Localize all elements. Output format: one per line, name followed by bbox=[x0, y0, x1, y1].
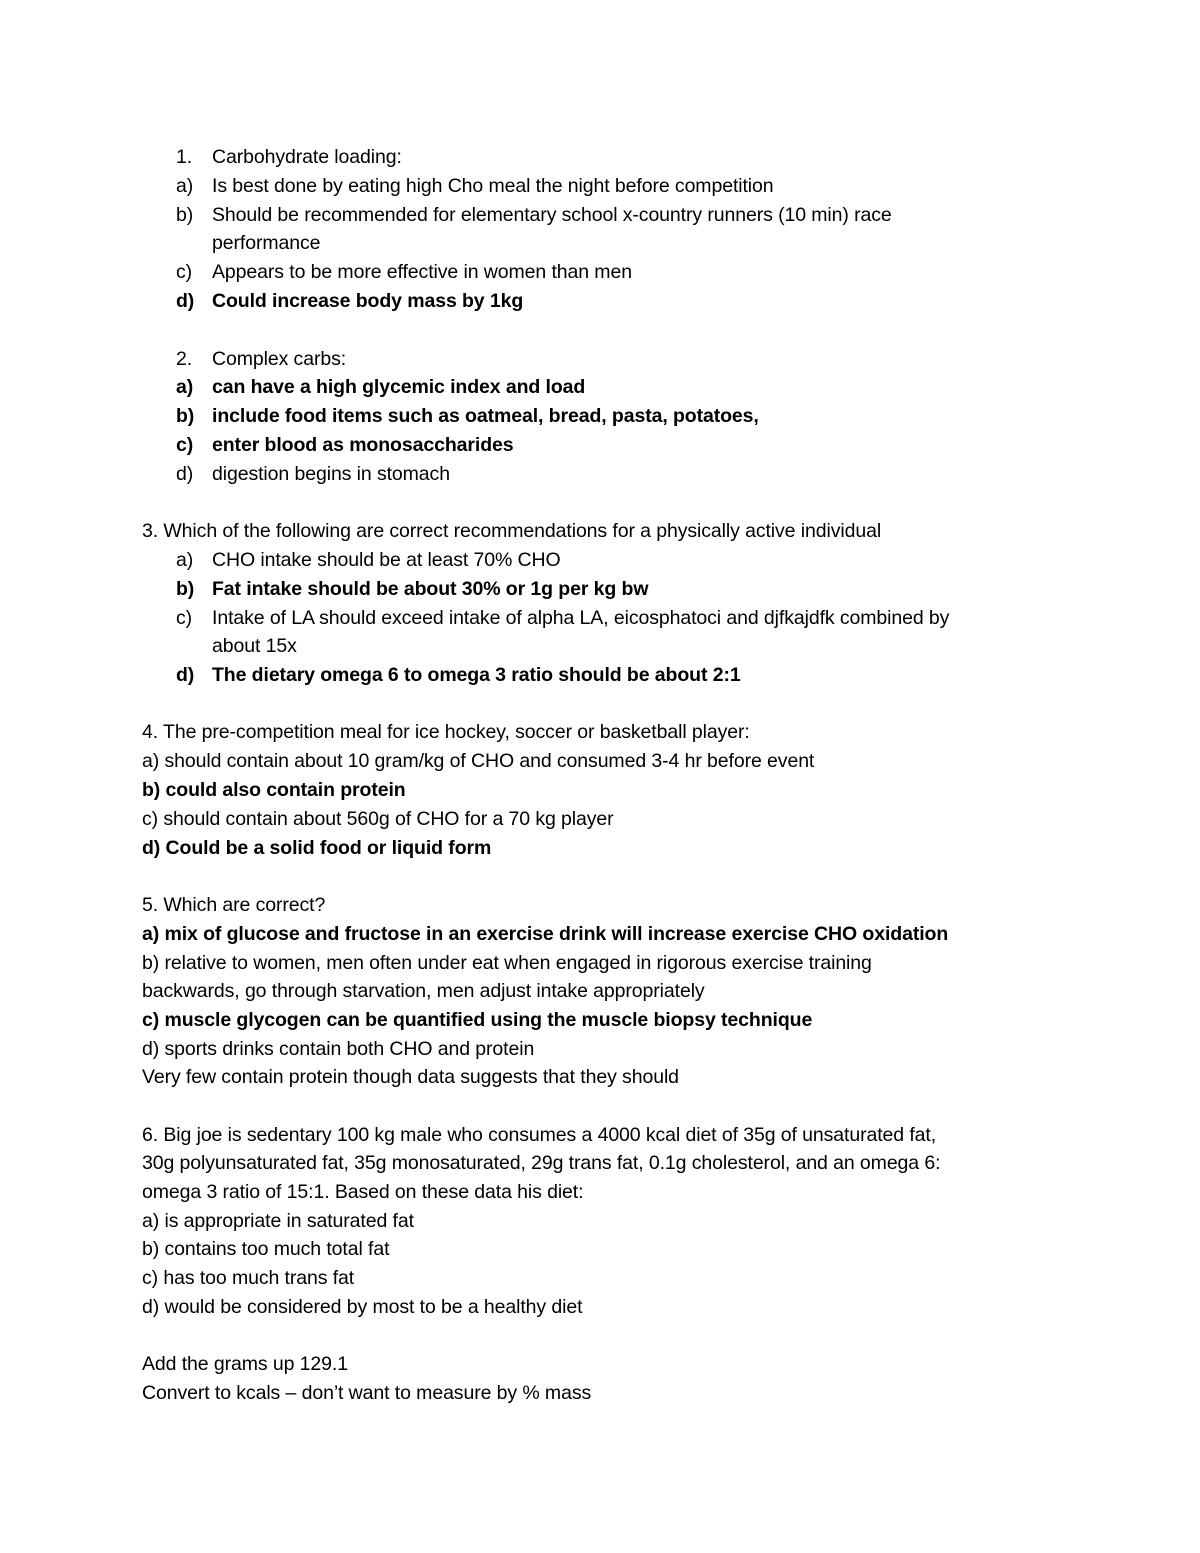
option-label: d) bbox=[176, 463, 194, 485]
option-label: b) bbox=[176, 204, 194, 226]
option-label: a) bbox=[176, 549, 194, 571]
note-line: Very few contain protein though data suggests that they should bbox=[142, 1066, 679, 1088]
option-label: b) bbox=[176, 405, 195, 427]
option-label: b) bbox=[176, 578, 195, 600]
option-label: d) bbox=[176, 290, 195, 312]
option-line: c) has too much trans fat bbox=[142, 1267, 355, 1289]
option-line: b) contains too much total fat bbox=[142, 1238, 390, 1260]
option-text: Is best done by eating high Cho meal the night before competition bbox=[212, 175, 774, 197]
option-label: c) bbox=[176, 434, 194, 456]
question-stem: Carbohydrate loading: bbox=[212, 146, 402, 168]
option-text: digestion begins in stomach bbox=[212, 463, 450, 485]
option-text: CHO intake should be at least 70% CHO bbox=[212, 549, 561, 571]
option-text: Fat intake should be about 30% or 1g per kg bw bbox=[212, 578, 649, 600]
question-stem: 4. The pre-competition meal for ice hockey, soccer or basketball player: bbox=[142, 721, 750, 743]
question-stem: 30g polyunsaturated fat, 35g monosaturated, 29g trans fat, 0.1g cholesterol, and an omega 6: bbox=[142, 1152, 941, 1174]
option-line: b) relative to women, men often under eat when engaged in rigorous exercise training bbox=[142, 952, 872, 974]
option-line: a) mix of glucose and fructose in an exercise drink will increase exercise CHO oxidation bbox=[142, 923, 949, 945]
option-text-continued: performance bbox=[212, 232, 321, 254]
option-line: a) is appropriate in saturated fat bbox=[142, 1210, 414, 1232]
option-text: Should be recommended for elementary school x-country runners (10 min) race bbox=[212, 204, 892, 226]
option-label: d) bbox=[176, 664, 195, 686]
question-stem: 6. Big joe is sedentary 100 kg male who consumes a 4000 kcal diet of 35g of unsaturated fat, bbox=[142, 1124, 937, 1146]
option-text: include food items such as oatmeal, bread, pasta, potatoes, bbox=[212, 405, 759, 427]
option-text: The dietary omega 6 to omega 3 ratio should be about 2:1 bbox=[212, 664, 741, 686]
option-label: c) bbox=[176, 261, 193, 283]
question-number: 2. bbox=[176, 348, 193, 370]
note-line: backwards, go through starvation, men adjust intake appropriately bbox=[142, 980, 705, 1002]
option-line: d) Could be a solid food or liquid form bbox=[142, 837, 492, 859]
question-number: 1. bbox=[176, 146, 193, 168]
question-stem: 3. Which of the following are correct recommendations for a physically active individual bbox=[142, 520, 882, 542]
option-text: Intake of LA should exceed intake of alpha LA, eicosphatoci and djfkajdfk combined by bbox=[212, 607, 950, 629]
option-line: c) should contain about 560g of CHO for a 70 kg player bbox=[142, 808, 614, 830]
question-stem: omega 3 ratio of 15:1. Based on these data his diet: bbox=[142, 1181, 584, 1203]
option-text-continued: about 15x bbox=[212, 635, 297, 657]
option-line: b) could also contain protein bbox=[142, 779, 406, 801]
option-text: can have a high glycemic index and load bbox=[212, 376, 586, 398]
option-label: a) bbox=[176, 175, 194, 197]
option-line: d) would be considered by most to be a healthy diet bbox=[142, 1296, 583, 1318]
option-label: c) bbox=[176, 607, 193, 629]
option-text: Could increase body mass by 1kg bbox=[212, 290, 524, 312]
option-text: Appears to be more effective in women than men bbox=[212, 261, 632, 283]
option-label: a) bbox=[176, 376, 194, 398]
option-line: c) muscle glycogen can be quantified using the muscle biopsy technique bbox=[142, 1009, 813, 1031]
note-line: Add the grams up 129.1 bbox=[142, 1353, 348, 1375]
option-line: d) sports drinks contain both CHO and protein bbox=[142, 1038, 535, 1060]
note-line: Convert to kcals – don’t want to measure by % mass bbox=[142, 1382, 592, 1404]
question-stem: 5. Which are correct? bbox=[142, 894, 326, 916]
question-stem: Complex carbs: bbox=[212, 348, 347, 370]
option-line: a) should contain about 10 gram/kg of CHO and consumed 3-4 hr before event bbox=[142, 750, 815, 772]
option-text: enter blood as monosaccharides bbox=[212, 434, 514, 456]
